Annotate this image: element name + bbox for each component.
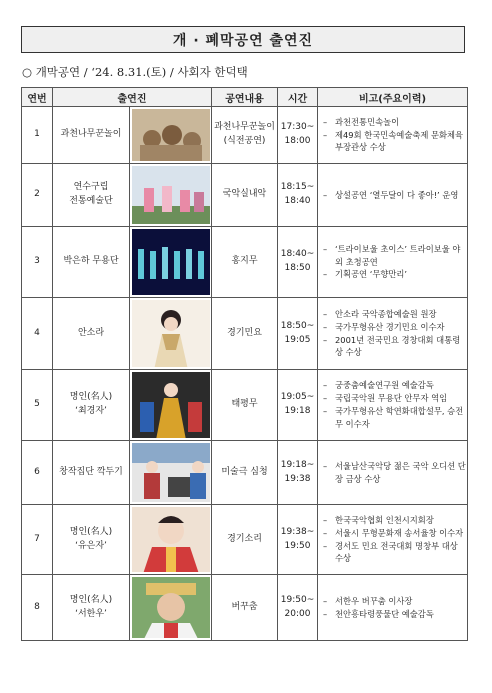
note-item: – 천안흥타령풍물단 예술감독 xyxy=(323,608,467,621)
page-title xyxy=(21,26,465,53)
notes-list xyxy=(323,460,467,486)
table-row xyxy=(22,575,468,641)
cell-content: 과천나무꾼놀이 (식전공연) xyxy=(212,107,278,164)
performer-portrait xyxy=(132,577,210,638)
note-item: – 국가무형유산 경기민요 이수자 xyxy=(323,321,467,334)
cell-notes xyxy=(318,505,468,575)
cell-performer: 명인(名人) ‘유은자’ xyxy=(53,505,130,575)
note-item: – 기획공연 ‘무향만리’ xyxy=(323,268,467,281)
table-row xyxy=(22,370,468,441)
cell-performer: 창작집단 깍두기 xyxy=(53,441,130,505)
performance-photo xyxy=(132,166,210,224)
cell-time: 18:15~ 18:40 xyxy=(278,164,318,227)
cell-performer: 과천나무꾼놀이 xyxy=(53,107,130,164)
cell-performer: 연수구립 전통예술단 xyxy=(53,164,130,227)
note-item: – 과천전통민속놀이 xyxy=(323,116,467,129)
cell-notes xyxy=(318,575,468,641)
cell-notes xyxy=(318,441,468,505)
cell-no: 5 xyxy=(22,370,53,441)
cell-content: 홍지무 xyxy=(212,227,278,298)
cell-time: 19:05~ 19:18 xyxy=(278,370,318,441)
cell-content: 미술극 심청 xyxy=(212,441,278,505)
cell-notes xyxy=(318,164,468,227)
cell-photo xyxy=(130,227,212,298)
notes-list xyxy=(323,514,467,565)
table-row xyxy=(22,164,468,227)
column-header-notes: 비고(주요이력) xyxy=(318,88,468,107)
cell-photo xyxy=(130,370,212,441)
performance-photo xyxy=(132,109,210,161)
notes-list xyxy=(323,379,467,430)
cell-performer: 명인(名人) ‘최경자’ xyxy=(53,370,130,441)
notes-list xyxy=(323,595,467,621)
page-title-text: 개 · 폐막공연 출연진 xyxy=(172,32,314,49)
performer-portrait xyxy=(132,300,210,367)
cell-photo xyxy=(130,575,212,641)
performance-photo xyxy=(132,443,210,502)
cell-time: 19:38~ 19:50 xyxy=(278,505,318,575)
cell-no: 6 xyxy=(22,441,53,505)
cell-content: 태평무 xyxy=(212,370,278,441)
cell-no: 8 xyxy=(22,575,53,641)
note-item: – ‘트라이보울 초이스’ 트라이보울 야외 초청공연 xyxy=(323,243,467,269)
cell-content: 국악실내악 xyxy=(212,164,278,227)
table-header-row xyxy=(22,88,468,107)
note-item: – 경서도 민요 전국대회 명창부 대상 수상 xyxy=(323,540,467,566)
column-header-performer: 출연진 xyxy=(53,88,212,107)
column-header-no: 연번 xyxy=(22,88,53,107)
note-item: – 한국국악협회 인천시지회장 xyxy=(323,514,467,527)
cell-performer: 명인(名人) ‘서한우’ xyxy=(53,575,130,641)
cell-notes xyxy=(318,370,468,441)
cell-photo xyxy=(130,107,212,164)
event-subtitle: ○ 개막공연 / ‘24. 8.31.(토) / 사회자 한덕택 xyxy=(22,65,248,79)
cell-content: 경기민요 xyxy=(212,298,278,370)
cell-notes xyxy=(318,107,468,164)
cell-notes xyxy=(318,227,468,298)
note-item: – 서울남산국악당 젊은 국악 오디션 단장 금상 수상 xyxy=(323,460,467,486)
cell-time: 18:40~ 18:50 xyxy=(278,227,318,298)
cell-photo xyxy=(130,298,212,370)
cell-content: 버꾸춤 xyxy=(212,575,278,641)
table-row xyxy=(22,298,468,370)
note-item: – 2001년 전국민요 경창대회 대통령상 수상 xyxy=(323,334,467,360)
cell-no: 1 xyxy=(22,107,53,164)
note-item: – 안소라 국악종합예술원 원장 xyxy=(323,308,467,321)
performer-portrait xyxy=(132,507,210,572)
table-row xyxy=(22,505,468,575)
note-item: – 상설공연 ‘열두달이 다 좋아!’ 운영 xyxy=(323,189,467,202)
note-item: – 국립국악원 무용단 안무자 역임 xyxy=(323,392,467,405)
cell-time: 19:18~ 19:38 xyxy=(278,441,318,505)
cell-performer: 안소라 xyxy=(53,298,130,370)
note-item: – 서한우 버꾸춤 이사장 xyxy=(323,595,467,608)
cell-photo xyxy=(130,505,212,575)
performance-photo xyxy=(132,229,210,295)
cell-no: 4 xyxy=(22,298,53,370)
table-row xyxy=(22,441,468,505)
cell-performer: 박은하 무용단 xyxy=(53,227,130,298)
table-row xyxy=(22,107,468,164)
note-item: – 국가무형유산 학연화대합설무, 승전무 이수자 xyxy=(323,405,467,431)
column-header-time: 시간 xyxy=(278,88,318,107)
table-row xyxy=(22,227,468,298)
note-item: – 서울시 무형문화재 송서율창 이수자 xyxy=(323,527,467,540)
notes-list xyxy=(323,308,467,359)
cell-no: 3 xyxy=(22,227,53,298)
cell-photo xyxy=(130,164,212,227)
note-item: – 궁중춤예술연구원 예술감독 xyxy=(323,379,467,392)
performance-photo xyxy=(132,372,210,438)
cell-time: 19:50~ 20:00 xyxy=(278,575,318,641)
notes-list xyxy=(323,189,467,202)
cell-no: 7 xyxy=(22,505,53,575)
column-header-content: 공연내용 xyxy=(212,88,278,107)
note-item: – 제49회 한국민속예술축제 문화체육부장관상 수상 xyxy=(323,129,467,155)
cell-time: 18:50~ 19:05 xyxy=(278,298,318,370)
notes-list xyxy=(323,116,467,155)
cell-content: 경기소리 xyxy=(212,505,278,575)
cell-time: 17:30~ 18:00 xyxy=(278,107,318,164)
performer-table xyxy=(21,87,468,641)
notes-list xyxy=(323,243,467,282)
cell-notes xyxy=(318,298,468,370)
cell-photo xyxy=(130,441,212,505)
cell-no: 2 xyxy=(22,164,53,227)
